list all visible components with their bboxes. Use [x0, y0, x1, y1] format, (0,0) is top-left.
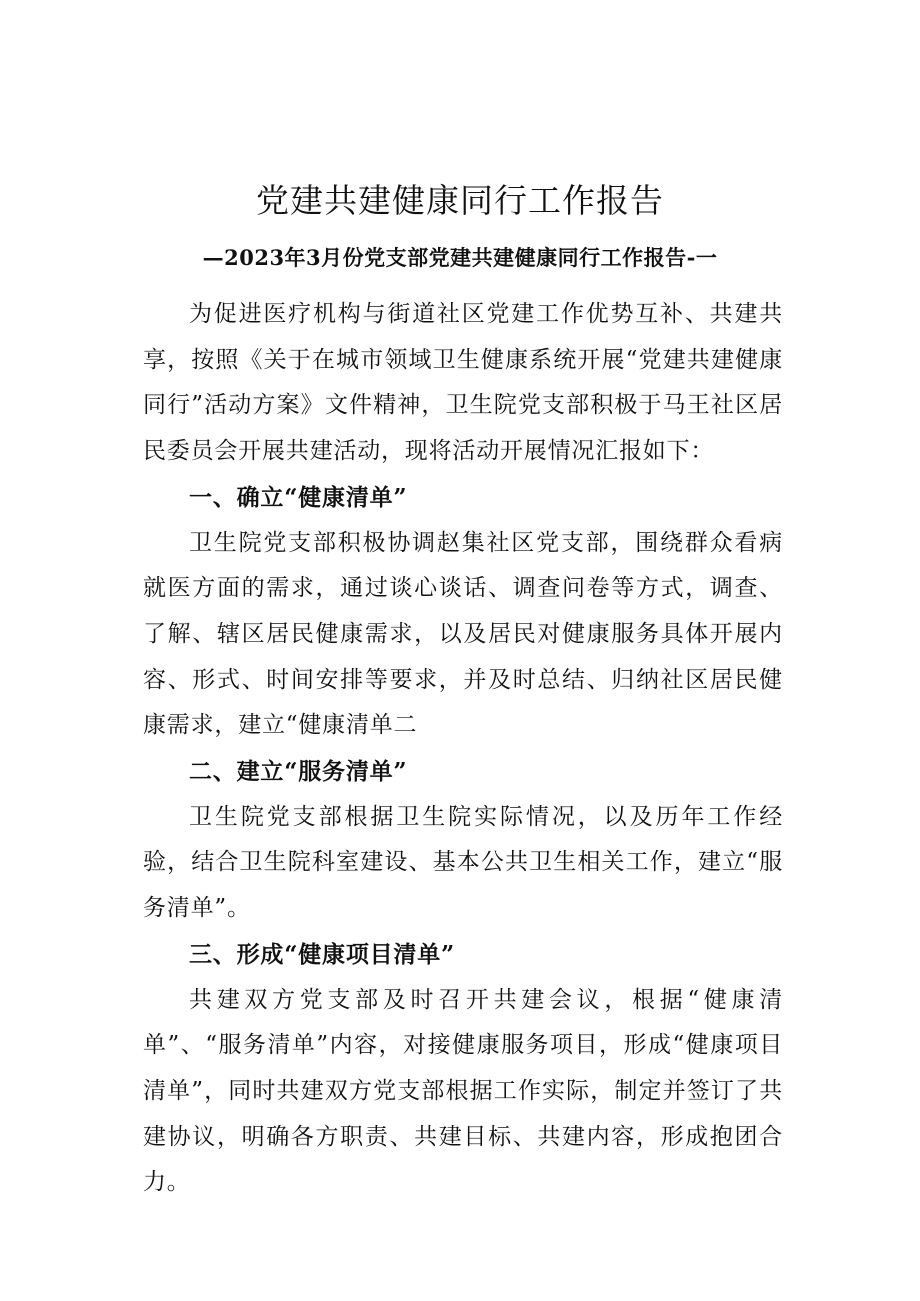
- document-title: 党建共建健康同行工作报告: [256, 181, 664, 220]
- section-heading-3: 三、形成“健康项目清单”: [189, 940, 456, 968]
- document-subtitle: —2023年3月份党支部党建共建健康同行工作报告-一: [202, 245, 718, 270]
- section-heading-2: 二、建立“服务清单”: [189, 758, 408, 786]
- section-heading-1: 一、确立“健康清单”: [189, 483, 408, 511]
- section-paragraph-3: 共建双方党支部及时召开共建会议，根据“健康清单”、“服务清单”内容，对接健康服务项目，形成“健康项目清单”，同时共建双方党支部根据工作实际，制定并签订了共建协议，明确各方职责、共建目标、共建内容，形成抱团合力。: [143, 986, 783, 1196]
- intro-paragraph: 为促进医疗机构与街道社区党建工作优势互补、共建共享，按照《关于在城市领域卫生健康系统开展“党建共建健康同行”活动方案》文件精神，卫生院党支部积极于马王社区居民委员会开展共建活动，现将活动开展情况汇报如下：: [143, 301, 783, 465]
- section-paragraph-2: 卫生院党支部根据卫生院实际情况，以及历年工作经验，结合卫生院科室建设、基本公共卫生相关工作，建立“服务清单”。: [143, 803, 783, 922]
- document-body: [143, 292, 783, 1206]
- section-paragraph-1: 卫生院党支部积极协调赵集社区党支部，围绕群众看病就医方面的需求，通过谈心谈话、调查问卷等方式，调查、了解、辖区居民健康需求，以及居民对健康服务具体开展内容、形式、时间安排等要求，并及时总结、归纳社区居民健康需求，建立“健康清单二: [143, 529, 783, 739]
